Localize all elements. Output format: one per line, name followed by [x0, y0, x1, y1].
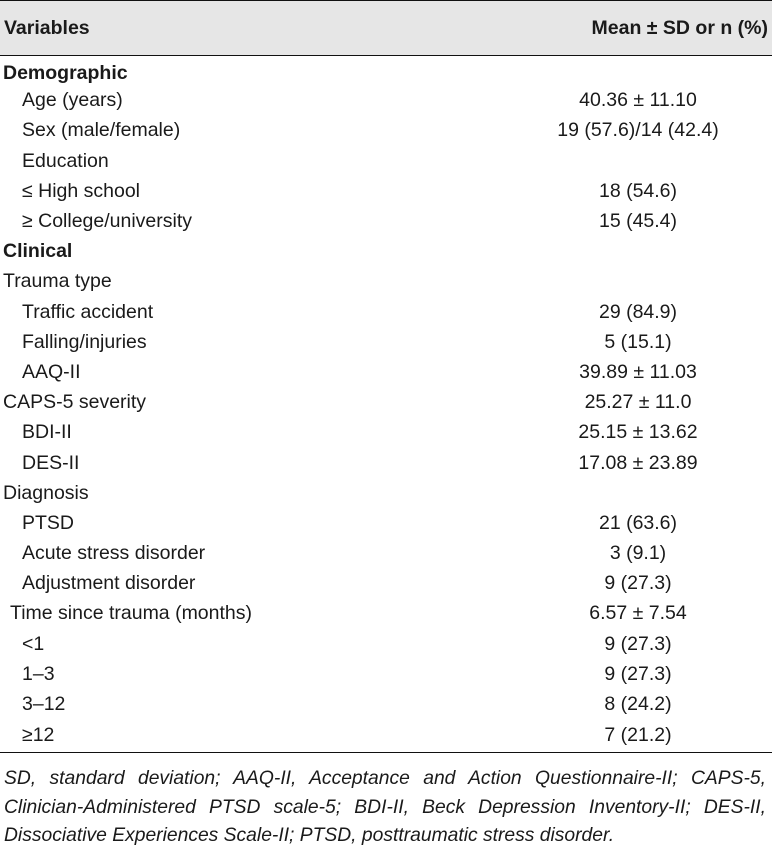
row-label: Sex (male/female): [22, 119, 181, 142]
row-value: 19 (57.6)/14 (42.4): [557, 119, 719, 142]
table-row: [0, 176, 772, 206]
row-value: [470, 146, 772, 176]
row-label: Adjustment disorder: [22, 572, 196, 595]
header-row: [0, 1, 772, 56]
header-stat: Mean ± SD or n (%): [591, 16, 768, 39]
table-row: [0, 539, 772, 569]
table-row: [0, 659, 772, 689]
row-value: 17.08 ± 23.89: [578, 451, 698, 474]
table-header: [0, 1, 772, 56]
row-label: AAQ-II: [22, 360, 81, 383]
row-label: ≤ High school: [22, 179, 141, 202]
row-value: 25.15 ± 13.62: [578, 421, 698, 444]
table-row: [0, 86, 772, 116]
table-row: [0, 418, 772, 448]
row-label: Age (years): [22, 89, 123, 112]
row-label: 3–12: [22, 693, 66, 716]
row-value: 9 (27.3): [604, 662, 672, 685]
row-value: 15 (45.4): [598, 210, 678, 233]
table-row: [0, 508, 772, 538]
row-value: 21 (63.6): [598, 511, 678, 534]
row-value: 9 (27.3): [604, 632, 672, 655]
table-row: [0, 206, 772, 236]
row-label: <1: [22, 632, 45, 655]
table-row: [0, 599, 772, 629]
table-row: [0, 267, 772, 297]
row-label: Acute stress disorder: [22, 542, 206, 565]
row-value: 3 (9.1): [609, 542, 667, 565]
row-label: ≥ College/university: [22, 210, 193, 233]
row-label: Time since trauma (months): [10, 602, 253, 625]
row-label: Falling/injuries: [22, 330, 147, 353]
row-value: 25.27 ± 11.0: [584, 391, 692, 414]
table-footnote: SD, standard deviation; AAQ-II, Acceptance and Action Questionnaire-II; CAPS-5, Clinician-Administered PTSD scale-5; BDI-II, Beck Depression Inventory-II; DES-II, Dissociative Experiences Scale-II; PTSD, posttraumatic stress disorder.: [4, 768, 766, 847]
row-label: CAPS-5 severity: [3, 391, 147, 414]
table-row: [0, 116, 772, 146]
section-label: Clinical: [3, 240, 73, 263]
row-label: Diagnosis: [3, 481, 89, 504]
section-row: [0, 56, 772, 86]
table-row: [0, 689, 772, 719]
table-row: [0, 569, 772, 599]
row-label: 1–3: [22, 662, 55, 685]
row-label: Education: [22, 149, 109, 172]
row-value: [470, 267, 772, 297]
row-label: PTSD: [22, 511, 75, 534]
row-value: [470, 56, 772, 86]
section-label: Demographic: [3, 62, 128, 85]
row-value: [470, 478, 772, 508]
row-label: DES-II: [22, 451, 80, 474]
row-label: Trauma type: [3, 270, 112, 293]
table-row: [0, 448, 772, 478]
table-row: [0, 146, 772, 176]
row-value: 6.57 ± 7.54: [589, 602, 687, 625]
row-value: 18 (54.6): [598, 179, 678, 202]
section-row: [0, 237, 772, 267]
row-value: 9 (27.3): [604, 572, 672, 595]
table-row: [0, 297, 772, 327]
row-label: ≥12: [22, 724, 55, 747]
table-body: [0, 56, 772, 753]
table-row: [0, 478, 772, 508]
table-row: [0, 357, 772, 387]
row-value: 8 (24.2): [604, 693, 672, 716]
table-row: [0, 720, 772, 753]
row-value: 40.36 ± 11.10: [579, 89, 697, 112]
row-label: BDI-II: [22, 421, 72, 444]
table-row: [0, 388, 772, 418]
row-value: 29 (84.9): [598, 300, 678, 323]
row-value: [470, 237, 772, 267]
row-value: 7 (21.2): [604, 724, 672, 747]
row-value: 39.89 ± 11.03: [579, 360, 697, 383]
row-label: Traffic accident: [22, 300, 154, 323]
table-row: [0, 327, 772, 357]
header-variables: Variables: [4, 16, 90, 39]
table-row: [0, 629, 772, 659]
row-value: 5 (15.1): [604, 330, 672, 353]
